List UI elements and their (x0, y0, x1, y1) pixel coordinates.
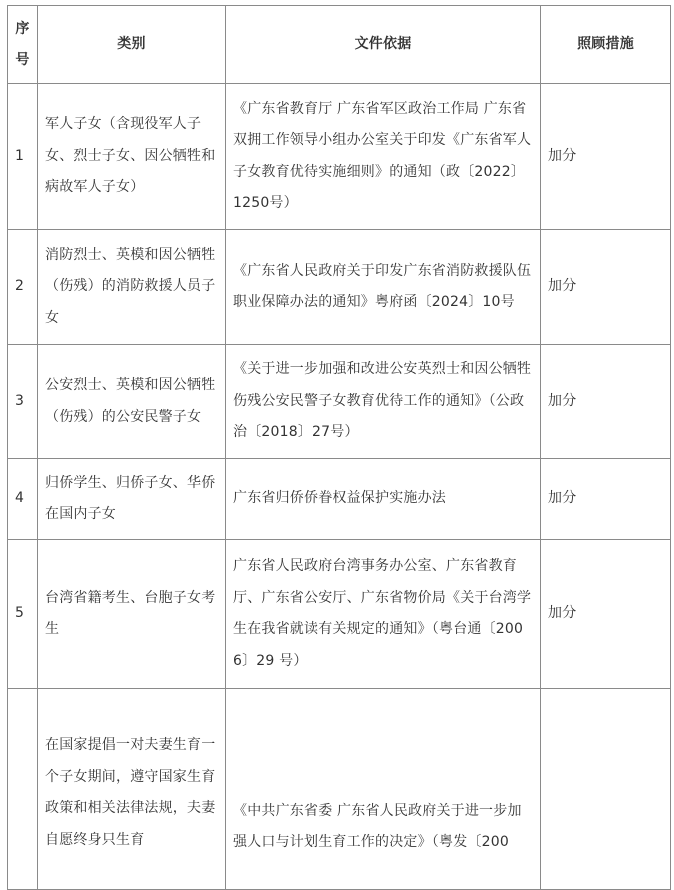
header-category: 类别 (38, 6, 226, 84)
cell-category (38, 689, 226, 890)
table-row (8, 345, 671, 459)
cell-document: 《广东省人民政府关于印发广东省消防救援队伍职业保障办法的通知》粤府函〔2024〕10号 (226, 230, 541, 345)
header-care: 照顾措施 (541, 6, 671, 84)
cell-document: 《广东省教育厅 广东省军区政治工作局 广东省双拥工作领导小组办公室关于印发《广东省军人子女教育优待实施细则》的通知（政〔2022〕1250号） (226, 84, 541, 230)
cell-category: 台湾省籍考生、台胞子女考生 (38, 540, 226, 689)
cell-no: 1 (8, 84, 38, 230)
header-document: 文件依据 (226, 6, 541, 84)
cell-category: 军人子女（含现役军人子女、烈士子女、因公牺牲和病故军人子女） (38, 84, 226, 230)
cell-category: 归侨学生、归侨子女、华侨在国内子女 (38, 459, 226, 540)
cell-document (226, 689, 541, 890)
cell-no (8, 689, 38, 890)
table-row (8, 459, 671, 540)
table-row (8, 689, 671, 890)
cell-no: 5 (8, 540, 38, 689)
cell-category: 消防烈士、英模和因公牺牲（伤残）的消防救援人员子女 (38, 230, 226, 345)
cell-document-text: 《中共广东省委 广东省人民政府关于进一步加强人口与计划生育工作的决定》（粤发〔200 (233, 802, 522, 850)
cell-document: 广东省人民政府台湾事务办公室、广东省教育厅、广东省公安厅、广东省物价局《关于台湾学生在我省就读有关规定的通知》（粤台通〔2006〕29 号） (226, 540, 541, 689)
cell-care: 加分 (541, 540, 671, 689)
cell-care: 加分 (541, 345, 671, 459)
cell-document: 《关于进一步加强和改进公安英烈士和因公牺牲伤残公安民警子女教育优待工作的通知》（公政治〔2018〕27号） (226, 345, 541, 459)
cell-care (541, 689, 671, 890)
cell-no-text (15, 785, 30, 793)
table-header-row (8, 6, 671, 84)
cell-care: 加分 (541, 230, 671, 345)
cell-care-text (548, 785, 663, 793)
cell-no: 4 (8, 459, 38, 540)
cell-no: 3 (8, 345, 38, 459)
table-row (8, 230, 671, 345)
cell-category: 公安烈士、英模和因公牺牲（伤残）的公安民警子女 (38, 345, 226, 459)
table-row (8, 540, 671, 689)
cell-no: 2 (8, 230, 38, 345)
cell-care: 加分 (541, 459, 671, 540)
cell-document: 广东省归侨侨眷权益保护实施办法 (226, 459, 541, 540)
header-no: 序号 (8, 6, 38, 84)
table-row (8, 84, 671, 230)
policy-table (7, 5, 671, 890)
cell-category-text: 在国家提倡一对夫妻生育一个子女期间，遵守国家生育政策和相关法律法规，夫妻自愿终身只生育 (45, 737, 216, 848)
cell-care: 加分 (541, 84, 671, 230)
